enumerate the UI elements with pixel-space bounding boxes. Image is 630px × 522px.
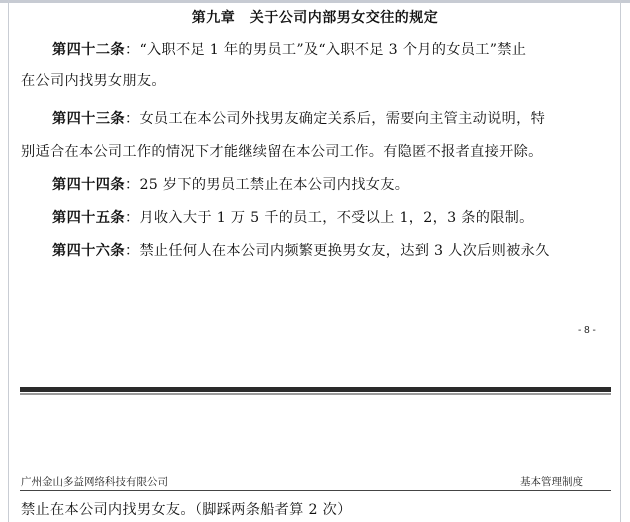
page-break-rule-shadow [20,393,611,395]
chapter-title: 第九章 关于公司内部男女交往的规定 [191,10,439,26]
article-42 [52,41,526,59]
article-45 [52,209,534,227]
article-46 [52,242,550,260]
header-rule [20,490,611,491]
page-number: - 8 - [578,325,596,336]
article-45-label: 第四十五条 [52,210,125,226]
page-break-rule [20,387,611,392]
article-44-text: ：25 岁下的男员工禁止在本公司内找女友。 [124,177,410,193]
continued-text: 禁止在本公司内找男女友。（脚踩两条船者算 2 次） [21,502,352,518]
article-43 [52,110,545,128]
article-43-text-line2: 别适合在本公司工作的情况下才能继续留在本公司工作。有隐匿不报者直接开除。 [21,144,543,160]
article-46-label: 第四十六条 [52,243,125,259]
article-42-label: 第四十二条 [52,42,125,58]
footer-company-name: 广州金山多益网络科技有限公司 [21,476,168,488]
article-43-label: 第四十三条 [52,111,125,127]
article-42-text-line2: 在公司内找男女朋友。 [21,73,166,89]
article-44 [52,176,409,194]
footer-document-type: 基本管理制度 [520,476,583,488]
article-42-text-line1: ：“入职不足 1 年的男员工”及“入职不足 3 个月的女员工”禁止 [124,42,527,58]
article-44-label: 第四十四条 [52,177,125,193]
page-right-edge [620,0,621,522]
page-left-edge [8,0,9,522]
page-top-edge [0,0,630,3]
article-46-text-line1: ：禁止任何人在本公司内频繁更换男女友，达到 3 人次后则被永久 [124,243,550,259]
article-43-text-line1: ：女员工在本公司外找男友确定关系后，需要向主管主动说明，特 [124,111,546,127]
article-45-text: ：月收入大于 1 万 5 千的员工，不受以上 1，2，3 条的限制。 [124,210,534,226]
